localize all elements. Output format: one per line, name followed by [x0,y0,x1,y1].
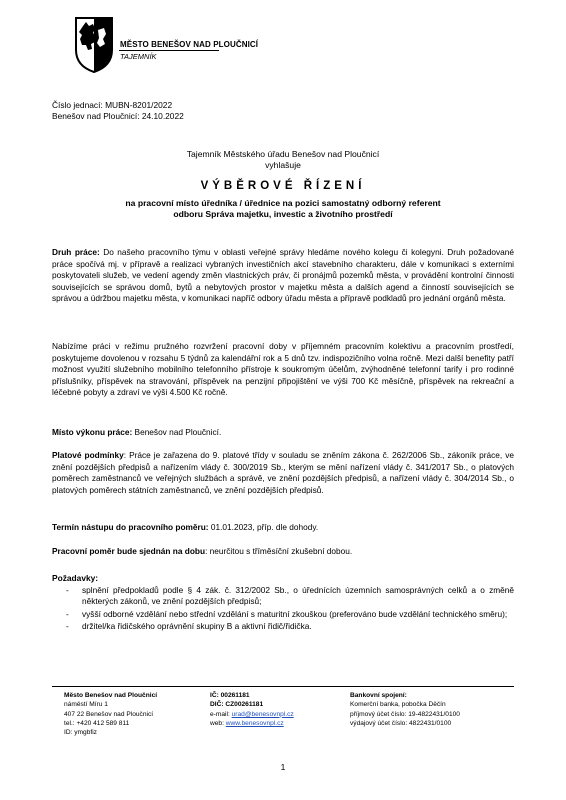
benefits-text: Nabízíme práci v režimu pružného rozvržení pracovní doby v příjemném pracovním kolektivu a pracovním prostředí, poskytujeme dovolenou v rozsahu 5 týdnů za kalendářní rok a 5 dnů tzv. indispozičního volna ročně. Mezi další benefity patří možnost využití služebního mobilního telefonního přístroje k soukromým účelům, zvýhodněné telefonní tarify i pro rodinné příslušníky, příspěvek na stravování, příspěvek na penzijní připojištění ve výši 700 Kč měsíčně, příspěvek na rekreační a léčebné pobyty a zdraví ve výši 4.500 Kč ročně. [52,341,514,398]
salary-label: Platové podmínky [52,450,124,460]
footer-ids-contacts [210,691,294,728]
subtitle-line-1: na pracovní místo úředníka / úřednice na pozici samostatný odborný referent [125,198,441,208]
list-bullet: - [66,621,69,632]
start-date-text: 01.01.2023, příp. dle dohody. [208,522,319,532]
subtitle-line-2: odboru Správa majetku, investic a životního prostředí [173,209,393,219]
document-title: VÝBĚROVÉ ŘÍZENÍ [200,180,366,192]
section-benefits [52,341,514,399]
work-type-text: Do našeho pracovního týmu v oblasti veřejné správy hledáme nového kolegu či kolegyni. Druh požadované práce spočívá mj. v přípravě a realizaci vybraných investičních akcí stavebního charakteru, dále v komunikaci s externími poskytovateli služeb, ve vedení agendy změn vlastnických práv, či pronájmů pozemků města, v provádění kontrolní činnosti souvisejících se správou domů, bytů a nebytových prostor v majetku města a dalších agend a činností souvisejících se správou a údržbou majetku města, v komunikaci napříč odbory úřadu města a přípravě podkladů pro jednání orgánů města. [52,247,514,304]
requirement-text: vyšší odborné vzdělání nebo střední vzdělání s maturitní zkouškou (preferováno bude vzdělání technického směru); [82,608,508,619]
org-subtitle: TAJEMNÍK [120,52,157,61]
footer-income-account: příjmový účet číslo: 19-4822431/0100 [350,710,460,718]
footer-address [64,691,157,737]
requirements-list [52,585,514,634]
intro-line-1: Tajemník Městského úřadu Benešov nad Ploučnicí [186,149,380,159]
footer-ic: IČ: 00261181 [210,692,250,699]
section-work-place [52,427,514,439]
employment-term-label: Pracovní poměr bude sjednán na dobu [52,546,206,556]
section-start-date [52,522,514,534]
list-bullet: - [66,608,69,619]
requirement-text: držitel/ka řidičského oprávnění skupiny B a aktivní řidič/řidička. [82,621,312,632]
footer-email-label: e-mail: [210,710,232,718]
document-subtitle [52,198,514,220]
list-item [52,585,514,608]
footer-city: 407 22 Benešov nad Ploučnicí [64,710,154,718]
footer-databox-id: ID: ymgbfiz [64,729,97,737]
footer-dic: DIČ: CZ00261181 [210,701,264,709]
footer-bank-heading: Bankovní spojení: [350,692,407,699]
work-place-text: Benešov nad Ploučnicí. [132,427,222,437]
section-salary [52,450,514,496]
list-item [52,621,514,632]
work-type-label: Druh práce: [52,247,100,257]
page-number: 1 [280,762,286,772]
footer-street: náměstí Míru 1 [64,701,108,709]
work-place-label: Místo výkonu práce: [52,427,133,437]
footer-email-line [210,710,294,719]
city-coat-of-arms-logo [74,16,114,74]
footer-bank [350,691,460,728]
org-underline [119,50,219,51]
list-bullet: - [66,585,69,595]
footer-bank-name: Komerční banka, pobočka Děčín [350,701,446,709]
salary-text: : Práce je zařazena do 9. platové třídy v souladu se zněním zákona č. 262/2006 Sb., zákoník práce, ve znění pozdějších předpisů a nařízením vlády č. 300/2019 Sb., kterým se mění nařízení vlády č. 341/2017 Sb., o platových poměrech zaměstnanců ve veřejných službách a správě, ve znění pozdějších předpisů, a nařízení vlády č. 304/2014 Sb., o platových poměrech státních zaměstnanců, ve znění pozdějších předpisů. [52,450,514,495]
footer-phone: tel.: +420 412 589 811 [64,719,130,727]
section-work-type [52,247,514,305]
requirement-text: splnění předpokladů podle § 4 zák. č. 312/2002 Sb., o úřednících územních samosprávných celků a o změně některých zákonů, ve znění pozdějších předpisů; [82,585,514,607]
org-name: MĚSTO BENEŠOV NAD PLOUČNICÍ [120,40,259,49]
footer-web-link[interactable]: www.benesovnpl.cz [225,719,284,727]
requirements-heading: Požadavky: [52,573,99,583]
footer-web-line [210,719,294,728]
intro-line-2: vyhlašuje [265,160,301,170]
start-date-label: Termín nástupu do pracovního poměru: [52,522,209,532]
footer-web-label: web: [210,719,226,727]
reference-number: Číslo jednací: MUBN-8201/2022 [52,100,173,110]
footer-divider [52,686,514,687]
reference-place-date: Benešov nad Ploučnicí: 24.10.2022 [52,111,184,121]
list-item [52,609,514,620]
footer-org-name: Město Benešov nad Ploučnicí [64,692,158,699]
section-employment-term [52,546,514,558]
footer-expense-account: výdajový účet číslo: 4822431/0100 [350,719,452,727]
footer-email-link[interactable]: urad@benesovnpl.cz [231,710,294,718]
employment-term-text: : neurčitou s tříměsíční zkušební dobou. [205,546,353,556]
